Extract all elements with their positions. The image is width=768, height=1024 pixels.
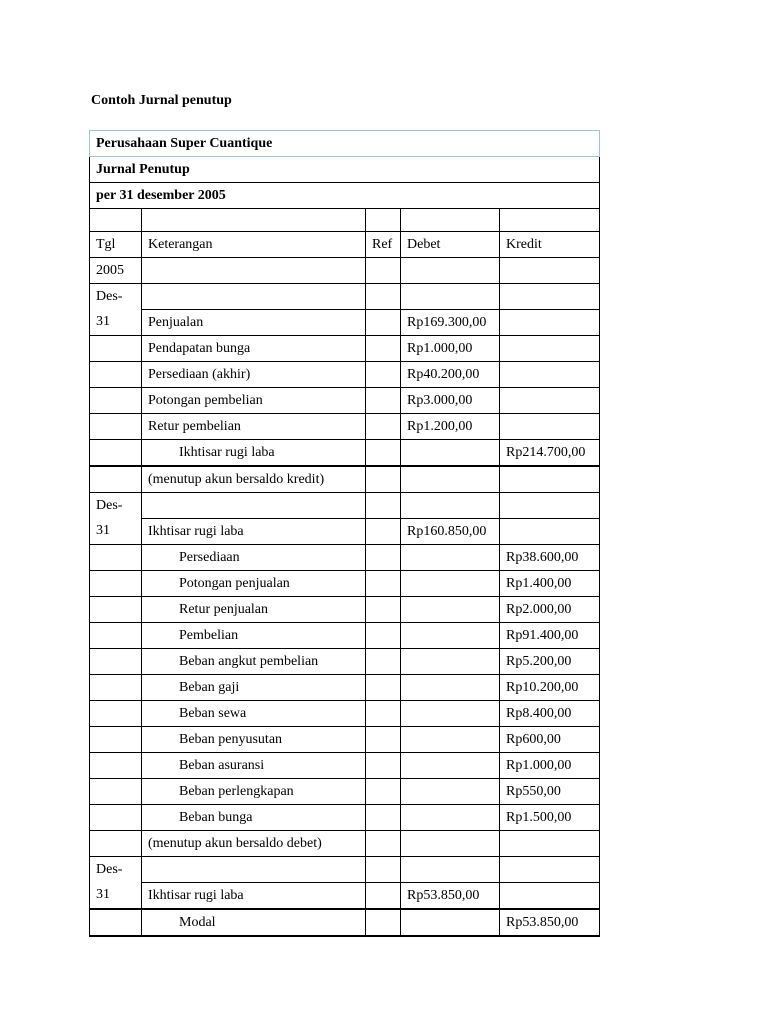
column-header-debet: Debet (401, 232, 500, 258)
entry1-date (90, 284, 142, 336)
table-row (90, 310, 600, 336)
empty-cell (366, 284, 401, 310)
line-debet (401, 779, 500, 805)
entry1-date-month: Des- (96, 289, 123, 304)
empty-cell (401, 493, 500, 519)
table-row (90, 440, 600, 467)
line-debet (401, 675, 500, 701)
tgl-cell (90, 623, 142, 649)
empty-cell (401, 209, 500, 232)
tgl-cell (90, 727, 142, 753)
line-kredit (500, 883, 600, 910)
tgl-cell (90, 362, 142, 388)
line-debet: Rp169.300,00 (401, 310, 500, 336)
tgl-cell (90, 440, 142, 467)
ref-cell (366, 649, 401, 675)
table-row (90, 336, 600, 362)
table-row (90, 831, 600, 857)
table-row (90, 649, 600, 675)
entry3-date-day: 31 (96, 887, 110, 902)
ref-cell (366, 805, 401, 831)
line-debet (401, 805, 500, 831)
line-kredit: Rp1.400,00 (500, 571, 600, 597)
ref-cell (366, 883, 401, 910)
entry-note: (menutup akun bersaldo debet) (142, 831, 366, 857)
table-row (90, 727, 600, 753)
entry2-date (90, 493, 142, 545)
empty-cell (142, 209, 366, 232)
empty-cell (366, 209, 401, 232)
tgl-cell (90, 675, 142, 701)
line-debet (401, 571, 500, 597)
ref-cell (366, 831, 401, 857)
tgl-cell (90, 649, 142, 675)
tgl-cell (90, 753, 142, 779)
company-name: Perusahaan Super Cuantique (90, 131, 600, 157)
table-row (90, 753, 600, 779)
ref-cell (366, 779, 401, 805)
empty-cell (142, 493, 366, 519)
ref-cell (366, 701, 401, 727)
line-desc: Persediaan (akhir) (142, 362, 366, 388)
year-row (90, 258, 600, 284)
tgl-cell (90, 388, 142, 414)
company-row (90, 131, 600, 157)
column-header-row (90, 232, 600, 258)
line-debet (401, 701, 500, 727)
table-row (90, 675, 600, 701)
tgl-cell (90, 597, 142, 623)
table-row (90, 779, 600, 805)
ref-cell (366, 597, 401, 623)
line-debet: Rp53.850,00 (401, 883, 500, 910)
tgl-cell (90, 466, 142, 493)
tgl-cell (90, 909, 142, 936)
line-kredit (500, 519, 600, 545)
entry3-date-month: Des- (96, 862, 123, 877)
line-desc: Beban asuransi (142, 753, 366, 779)
tgl-cell (90, 831, 142, 857)
line-desc: Ikhtisar rugi laba (142, 883, 366, 910)
empty-cell (500, 258, 600, 284)
line-kredit: Rp91.400,00 (500, 623, 600, 649)
line-desc: Ikhtisar rugi laba (142, 519, 366, 545)
table-row (90, 805, 600, 831)
line-kredit: Rp53.850,00 (500, 909, 600, 936)
line-kredit: Rp550,00 (500, 779, 600, 805)
empty-cell (500, 284, 600, 310)
line-desc: Modal (142, 909, 366, 936)
table-row (90, 571, 600, 597)
line-kredit: Rp600,00 (500, 727, 600, 753)
empty-cell (142, 284, 366, 310)
line-desc: Potongan penjualan (142, 571, 366, 597)
column-header-keterangan: Keterangan (142, 232, 366, 258)
entry2-date-month: Des- (96, 498, 123, 513)
line-desc: Beban sewa (142, 701, 366, 727)
line-kredit: Rp5.200,00 (500, 649, 600, 675)
empty-cell (500, 209, 600, 232)
line-desc: Beban perlengkapan (142, 779, 366, 805)
table-row (90, 284, 600, 310)
ref-cell (366, 310, 401, 336)
table-row (90, 519, 600, 545)
column-header-tgl: Tgl (90, 232, 142, 258)
entry2-date-day: 31 (96, 523, 110, 538)
tgl-cell (90, 545, 142, 571)
line-kredit: Rp10.200,00 (500, 675, 600, 701)
tgl-cell (90, 336, 142, 362)
line-debet (401, 545, 500, 571)
empty-cell (401, 466, 500, 493)
line-desc: Pendapatan bunga (142, 336, 366, 362)
table-row (90, 388, 600, 414)
line-kredit: Rp2.000,00 (500, 597, 600, 623)
table-row (90, 545, 600, 571)
table-row (90, 362, 600, 388)
line-debet (401, 440, 500, 467)
line-debet (401, 623, 500, 649)
line-debet (401, 597, 500, 623)
document-title: Contoh Jurnal penutup (91, 93, 232, 108)
closing-journal-table (89, 130, 600, 937)
empty-cell (366, 493, 401, 519)
line-kredit: Rp1.500,00 (500, 805, 600, 831)
entry1-date-day: 31 (96, 314, 110, 329)
line-kredit (500, 414, 600, 440)
entry3-date (90, 857, 142, 910)
line-kredit (500, 388, 600, 414)
empty-cell (366, 258, 401, 284)
journal-name: Jurnal Penutup (90, 157, 600, 183)
table-row (90, 857, 600, 883)
empty-cell (142, 258, 366, 284)
empty-cell (401, 831, 500, 857)
line-desc: Penjualan (142, 310, 366, 336)
ref-cell (366, 414, 401, 440)
line-desc: Beban angkut pembelian (142, 649, 366, 675)
line-desc: Beban gaji (142, 675, 366, 701)
line-kredit: Rp1.000,00 (500, 753, 600, 779)
empty-cell (500, 493, 600, 519)
line-debet: Rp1.200,00 (401, 414, 500, 440)
ref-cell (366, 727, 401, 753)
table-row (90, 701, 600, 727)
journal-name-row (90, 157, 600, 183)
line-debet: Rp40.200,00 (401, 362, 500, 388)
line-desc: Persediaan (142, 545, 366, 571)
ref-cell (366, 909, 401, 936)
line-desc: Pembelian (142, 623, 366, 649)
empty-cell (142, 857, 366, 883)
empty-cell (90, 209, 142, 232)
ref-cell (366, 545, 401, 571)
line-kredit: Rp214.700,00 (500, 440, 600, 467)
line-desc: Ikhtisar rugi laba (142, 440, 366, 467)
table-row (90, 466, 600, 493)
tgl-cell (90, 779, 142, 805)
line-kredit: Rp38.600,00 (500, 545, 600, 571)
empty-cell (500, 857, 600, 883)
ref-cell (366, 440, 401, 467)
tgl-cell (90, 805, 142, 831)
year-cell: 2005 (90, 258, 142, 284)
empty-cell (401, 258, 500, 284)
line-kredit (500, 336, 600, 362)
ref-cell (366, 753, 401, 779)
tgl-cell (90, 571, 142, 597)
ref-cell (366, 675, 401, 701)
tgl-cell (90, 414, 142, 440)
empty-cell (500, 831, 600, 857)
line-desc: Beban penyusutan (142, 727, 366, 753)
ref-cell (366, 519, 401, 545)
period-row (90, 183, 600, 209)
table-row (90, 883, 600, 910)
line-debet (401, 727, 500, 753)
journal-period: per 31 desember 2005 (90, 183, 600, 209)
line-kredit: Rp8.400,00 (500, 701, 600, 727)
line-debet: Rp1.000,00 (401, 336, 500, 362)
table-row (90, 623, 600, 649)
entry-note: (menutup akun bersaldo kredit) (142, 466, 366, 493)
ref-cell (366, 336, 401, 362)
column-header-kredit: Kredit (500, 232, 600, 258)
line-debet (401, 909, 500, 936)
table-row (90, 909, 600, 936)
line-desc: Retur pembelian (142, 414, 366, 440)
line-kredit (500, 310, 600, 336)
line-debet: Rp160.850,00 (401, 519, 500, 545)
line-debet (401, 753, 500, 779)
ref-cell (366, 466, 401, 493)
ref-cell (366, 362, 401, 388)
line-kredit (500, 362, 600, 388)
line-desc: Potongan pembelian (142, 388, 366, 414)
line-desc: Beban bunga (142, 805, 366, 831)
column-header-ref: Ref (366, 232, 401, 258)
ref-cell (366, 388, 401, 414)
empty-cell (500, 466, 600, 493)
line-desc: Retur penjualan (142, 597, 366, 623)
empty-cell (401, 857, 500, 883)
ref-cell (366, 623, 401, 649)
tgl-cell (90, 701, 142, 727)
table-row (90, 493, 600, 519)
line-debet (401, 649, 500, 675)
table-row (90, 414, 600, 440)
empty-cell (366, 857, 401, 883)
table-row (90, 597, 600, 623)
empty-cell (401, 284, 500, 310)
ref-cell (366, 571, 401, 597)
line-debet: Rp3.000,00 (401, 388, 500, 414)
spacer-row (90, 209, 600, 232)
